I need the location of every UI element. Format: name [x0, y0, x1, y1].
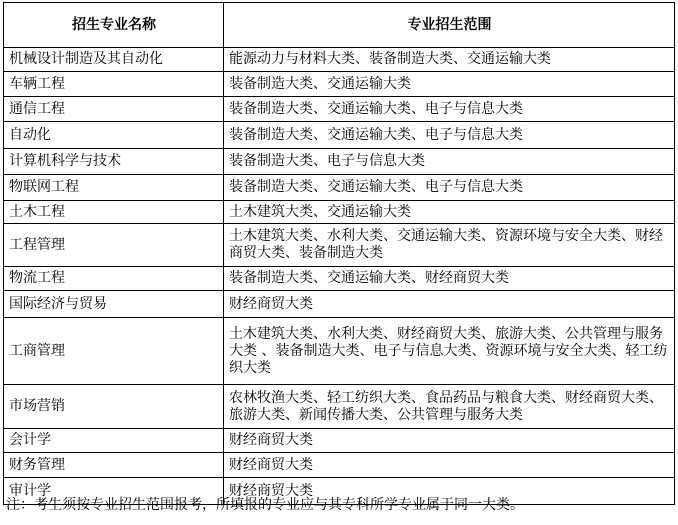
scope-cell: 装备制造大类、交通运输大类、电子与信息大类 — [224, 175, 675, 201]
table-row — [4, 267, 675, 291]
table-row — [4, 429, 675, 453]
table-row — [4, 385, 675, 429]
table-row — [4, 453, 675, 478]
major-name-cell: 国际经济与贸易 — [4, 291, 224, 318]
scope-cell: 装备制造大类、交通运输大类、电子与信息大类 — [224, 122, 675, 149]
major-name-cell: 土木工程 — [4, 201, 224, 224]
table-row — [4, 175, 675, 201]
major-name-cell: 计算机科学与技术 — [4, 149, 224, 175]
major-name-cell: 财务管理 — [4, 453, 224, 478]
table-row — [4, 201, 675, 224]
scope-cell: 能源动力与材料大类、装备制造大类、交通运输大类 — [224, 48, 675, 72]
major-name-cell: 车辆工程 — [4, 72, 224, 97]
major-name-cell: 自动化 — [4, 122, 224, 149]
scope-cell: 财经商贸大类 — [224, 478, 675, 505]
scope-cell: 财经商贸大类 — [224, 429, 675, 453]
major-name-cell: 市场营销 — [4, 385, 224, 429]
major-name-cell: 工商管理 — [4, 318, 224, 385]
table-row — [4, 291, 675, 318]
table-row — [4, 149, 675, 175]
table-row — [4, 122, 675, 149]
major-name-cell: 机械设计制造及其自动化 — [4, 48, 224, 72]
scope-cell: 财经商贸大类 — [224, 291, 675, 318]
scope-cell: 土木建筑大类、水利大类、交通运输大类、资源环境与安全大类、财经商贸大类、装备制造大类 — [224, 224, 675, 267]
scope-cell: 装备制造大类、电子与信息大类 — [224, 149, 675, 175]
scope-cell: 装备制造大类、交通运输大类 — [224, 72, 675, 97]
scope-cell: 农林牧渔大类、轻工纺织大类、食品药品与粮食大类、财经商贸大类、旅游大类、新闻传播大类、公共管理与服务大类 — [224, 385, 675, 429]
major-name-cell: 工程管理 — [4, 224, 224, 267]
table-row — [4, 72, 675, 97]
scope-cell: 财经商贸大类 — [224, 453, 675, 478]
major-name-cell: 物联网工程 — [4, 175, 224, 201]
scope-cell: 装备制造大类、交通运输大类、电子与信息大类 — [224, 97, 675, 122]
cut-off-note — [6, 497, 672, 516]
table-row — [4, 48, 675, 72]
table-row — [4, 318, 675, 385]
table-row — [4, 224, 675, 267]
header-row — [4, 3, 675, 48]
major-name-cell: 通信工程 — [4, 97, 224, 122]
major-name-cell: 会计学 — [4, 429, 224, 453]
scope-cell: 土木建筑大类、交通运输大类 — [224, 201, 675, 224]
major-name-cell: 物流工程 — [4, 267, 224, 291]
header-admission-scope: 专业招生范围 — [224, 3, 675, 48]
table-row — [4, 97, 675, 122]
scope-cell: 土木建筑大类、水利大类、财经商贸大类、旅游大类、公共管理与服务大类 、装备制造大类、电子与信息大类、资源环境与安全大类、轻工纺织大类 — [224, 318, 675, 385]
scope-cell: 装备制造大类、交通运输大类、财经商贸大类 — [224, 267, 675, 291]
majors-table — [3, 2, 675, 505]
cut-off-note-text: 注：考生须按专业招生范围报考，所填报的专业应与其专科所学专业属于同一大类。 — [6, 497, 524, 513]
header-major-name: 招生专业名称 — [4, 3, 224, 48]
major-name-cell: 审计学 — [4, 478, 224, 505]
